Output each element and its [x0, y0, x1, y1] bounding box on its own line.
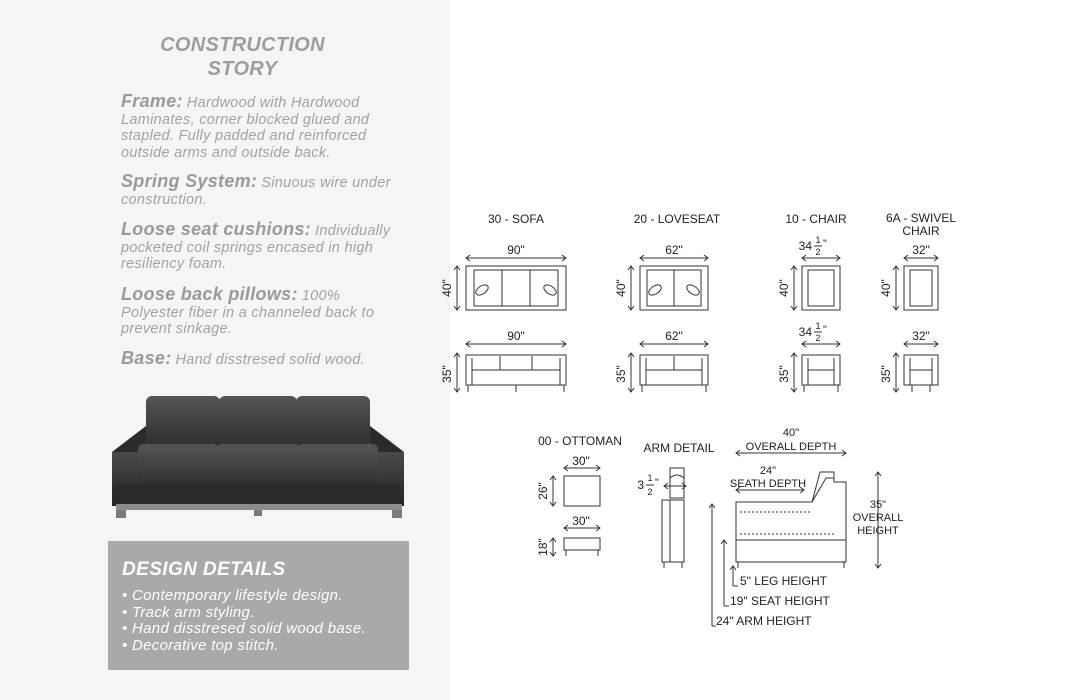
- title-line-1: CONSTRUCTION: [160, 34, 325, 56]
- dimension-drawings: [440, 200, 1080, 640]
- chair-width-frac-num-front: 1: [815, 321, 821, 331]
- design-details-list: [122, 588, 366, 654]
- chair-width-frac-num: 1: [815, 235, 821, 245]
- sofa-photo: [108, 392, 408, 522]
- chair-width-frac-den: 2: [815, 247, 821, 257]
- ottoman-drawing: [536, 434, 622, 556]
- side-view-drawing: [709, 427, 903, 628]
- sofa-label: 30 - SOFA: [487, 212, 545, 226]
- overall-height-line1: OVERALL: [852, 512, 904, 524]
- arm-detail-drawing: [637, 441, 715, 568]
- swivel-width-top: 32": [912, 243, 930, 257]
- spec-text: Hardwood with Hardwood Laminates, corner blocked glued and stapled. Fully padded and reinforced outside arms and outside back.: [121, 95, 370, 161]
- design-detail-item: • Decorative top stitch.: [122, 638, 366, 655]
- design-details-box: [108, 541, 409, 670]
- swivel-height: 35": [879, 365, 893, 383]
- spec-heading: Spring System:: [121, 171, 258, 191]
- chair-width-frac-den-front: 2: [815, 333, 821, 343]
- ottoman-width-front: 30": [572, 514, 590, 528]
- seat-depth-value: 24": [759, 465, 777, 477]
- arm-width-whole: 3: [637, 478, 644, 492]
- leg-height: 5" LEG HEIGHT: [740, 574, 827, 588]
- spec-text: Individually pocketed coil springs encased in high resiliency foam.: [121, 223, 391, 272]
- swivel-width-front: 32": [912, 329, 930, 343]
- sofa-depth: 40": [440, 279, 454, 297]
- arm-height: 24" ARM HEIGHT: [716, 614, 812, 628]
- chair-width-whole-front: 34: [798, 325, 812, 339]
- sofa-width-front: 90": [507, 329, 525, 343]
- sofa-drawing: [440, 212, 566, 392]
- seat-depth-label: SEATH DEPTH: [729, 478, 807, 490]
- ottoman-label: 00 - OTTOMAN: [538, 434, 622, 448]
- chair-width-inch-front: ": [823, 324, 827, 336]
- ottoman-width-top: 30": [572, 454, 590, 468]
- chair-depth: 40": [777, 279, 791, 297]
- overall-height-value: 35": [869, 499, 887, 511]
- spec-heading: Loose seat cushions:: [121, 219, 312, 239]
- loveseat-label: 20 - LOVESEAT: [633, 212, 721, 226]
- design-detail-item: • Track arm styling.: [122, 605, 366, 622]
- swivel-label-line2: CHAIR: [902, 224, 940, 238]
- arm-detail-label: ARM DETAIL: [643, 441, 715, 455]
- spec-spring-system: [121, 173, 406, 208]
- chair-drawing: [777, 212, 847, 392]
- spec-heading: Frame:: [121, 91, 183, 111]
- arm-inch: ": [655, 477, 659, 489]
- loveseat-height: 35": [614, 365, 628, 383]
- spec-heading: Base:: [121, 348, 172, 368]
- chair-width-inch: ": [823, 238, 827, 250]
- chair-width-whole: 34: [798, 239, 812, 253]
- ottoman-height: 18": [536, 538, 550, 556]
- arm-frac-den: 2: [647, 487, 653, 497]
- overall-height-line2: HEIGHT: [857, 525, 899, 537]
- construction-story-title: [140, 33, 345, 81]
- design-detail-item: • Hand disstresed solid wood base.: [122, 621, 366, 638]
- spec-text: 100% Polyester fiber in a channeled back to prevent sinkage.: [121, 288, 375, 337]
- title-line-2: STORY: [207, 58, 278, 80]
- swivel-chair-drawing: [879, 211, 956, 392]
- spec-back-pillows: [121, 286, 406, 338]
- sofa-height: 35": [440, 365, 454, 383]
- spec-text: Sinuous wire under construction.: [121, 175, 391, 208]
- spec-text: Hand disstresed solid wood.: [175, 352, 365, 368]
- chair-height: 35": [777, 365, 791, 383]
- overall-depth-value: 40": [782, 427, 800, 439]
- spec-base: [121, 350, 406, 369]
- arm-frac-num: 1: [647, 473, 653, 483]
- overall-depth-label: OVERALL DEPTH: [745, 441, 837, 453]
- spec-seat-cushions: [121, 221, 406, 273]
- loveseat-width-top: 62": [665, 243, 683, 257]
- loveseat-drawing: [614, 212, 721, 392]
- spec-frame: [121, 93, 406, 161]
- swivel-depth: 40": [879, 279, 893, 297]
- ottoman-depth: 26": [536, 482, 550, 500]
- sofa-width-top: 90": [507, 243, 525, 257]
- chair-label: 10 - CHAIR: [785, 212, 847, 226]
- design-details-title: DESIGN DETAILS: [122, 559, 286, 580]
- seat-height: 19" SEAT HEIGHT: [730, 594, 830, 608]
- spec-heading: Loose back pillows:: [121, 284, 298, 304]
- swivel-label-line1: 6A - SWIVEL: [885, 211, 957, 225]
- loveseat-width-front: 62": [665, 329, 683, 343]
- loveseat-depth: 40": [614, 279, 628, 297]
- design-detail-item: • Contemporary lifestyle design.: [122, 588, 366, 605]
